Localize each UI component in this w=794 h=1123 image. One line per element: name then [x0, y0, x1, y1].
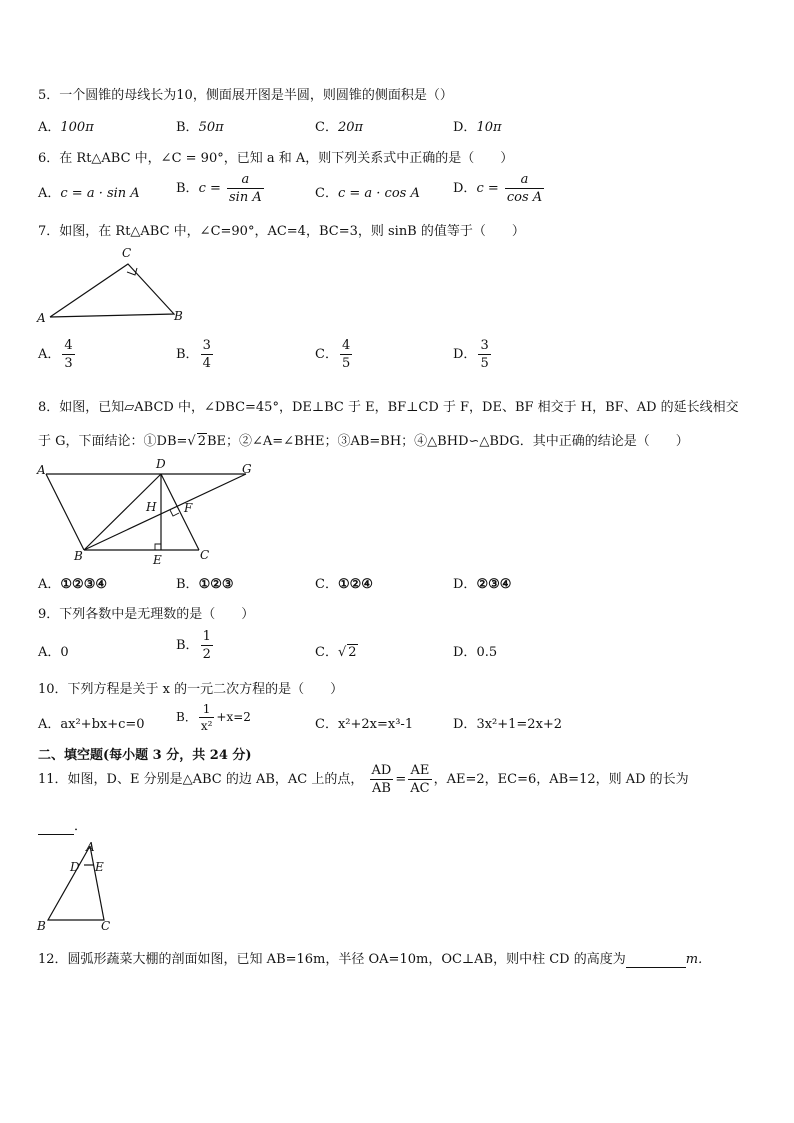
q8-option-b: B．①②③ [176, 577, 234, 592]
q5-stem: 5．一个圆锥的母线长为10，侧面展开图是半圆，则圆锥的侧面积是（） [38, 88, 453, 103]
q9-option-c: C．√ 2 [315, 645, 357, 660]
q11-label-d: D [70, 860, 80, 874]
q10-option-b: B． $\frac{1}{\text{x²}}$ +x=2 [176, 702, 251, 733]
q6-stem: 6．在 Rt△ABC 中，∠C = 90°，已知 a 和 A，则下列关系式中正确的是（ ） [38, 151, 514, 166]
q6-option-d: D．c = $\frac{a}{\text{cos A}}$ [453, 172, 543, 205]
q11-triangle-figure [34, 838, 124, 934]
q7-label-b: B [174, 309, 183, 323]
q9-stem: 9．下列各数中是无理数的是（ ） [38, 607, 255, 622]
q8-label-f: F [184, 501, 193, 515]
q8-parallelogram-figure [34, 456, 264, 568]
q6-option-d-fraction: $\frac{a}{\text{cos A}}$ [506, 172, 543, 205]
q8-stem-line1: 8．如图，已知▱ABCD 中，∠DBC=45°，DE⊥BC 于 E，BF⊥CD 于 F，DE、BF 相交于 H，BF、AD 的延长线相交 [38, 400, 739, 415]
q11-answer-blank[interactable]: ． [38, 815, 87, 835]
q11-label-a: A [86, 840, 95, 854]
q8-option-c: C．①②④ [315, 577, 373, 592]
q7-option-a: A． $\frac{4}{3}$ [38, 338, 73, 371]
q5-option-c: C．20π [315, 120, 364, 135]
q7-triangle-figure [34, 242, 194, 328]
q12-answer-blank[interactable] [626, 952, 686, 968]
q9-option-d: D．0.5 [453, 645, 498, 660]
q10-option-d: D．3x²+1=2x+2 [453, 717, 563, 732]
q8-label-c: C [200, 548, 210, 562]
q11-label-c: C [101, 919, 111, 933]
q5-option-d: D．10π [453, 120, 502, 135]
q7-label-c: C [122, 246, 132, 260]
q6-option-b: B．c = $\frac{a}{\text{sin A}}$ [176, 172, 262, 205]
q12-stem: 12．圆弧形蔬菜大棚的剖面如图，已知 AB=16m，半径 OA=10m，OC⊥AB，则中柱 CD 的高度为 m． [38, 952, 712, 967]
q5-option-a: A．100π [38, 120, 94, 135]
q7-option-c: C． $\frac{4}{5}$ [315, 338, 351, 371]
q7-option-d: D． $\frac{3}{5}$ [453, 338, 489, 371]
q6-option-c: C．c = a · cos A [315, 186, 420, 201]
q7-option-b: B． $\frac{3}{4}$ [176, 338, 211, 371]
triangle-abc [50, 264, 174, 317]
q9-option-a: A．0 [38, 645, 69, 660]
q7-label-a: A [37, 311, 46, 325]
q10-stem: 10．下列方程是关于 x 的一元二次方程的是（ ） [38, 682, 344, 697]
q8-label-h: H [146, 500, 157, 514]
q11-label-b: B [37, 919, 46, 933]
q11-stem: 11．如图，D、E 分别是△ABC 的边 AB，AC 上的点， $\frac{AD}{AB}$ = $\frac{AE}{AC}$ ，AE=2，EC=6，AB=12，则 AD 的长为 [38, 763, 689, 796]
q8-label-d: D [156, 457, 166, 471]
q10-option-c: C．x²+2x=x³-1 [315, 717, 414, 732]
q8-label-b: B [74, 549, 83, 563]
q8-option-a: A．①②③④ [38, 577, 108, 592]
q7-stem: 7．如图，在 Rt△ABC 中，∠C=90°，AC=4，BC=3，则 sinB 的值等于（ ） [38, 224, 525, 239]
q8-label-e: E [153, 553, 162, 567]
q10-option-a: A．ax²+bx+c=0 [38, 717, 145, 732]
section-heading-fill-in: 二、填空题(每小题 3 分，共 24 分) [38, 748, 252, 763]
q8-option-d: D．②③④ [453, 577, 512, 592]
q5-option-b: B．50π [176, 120, 224, 135]
q8-label-a: A [37, 463, 46, 477]
q8-label-g: G [242, 462, 252, 476]
q8-stem-line2: 于 G，下面结论：①DB=√ 2BE；②∠A=∠BHE；③AB=BH；④△BHD∽△BDG．其中正确的结论是（ ） [38, 434, 689, 449]
q9-option-b: B． $\frac{1}{2}$ [176, 629, 211, 662]
q6-option-b-fraction: $\frac{a}{\text{sin A}}$ [229, 172, 262, 205]
q6-option-a: A．c = a · sin A [38, 186, 140, 201]
q11-label-e: E [95, 860, 104, 874]
